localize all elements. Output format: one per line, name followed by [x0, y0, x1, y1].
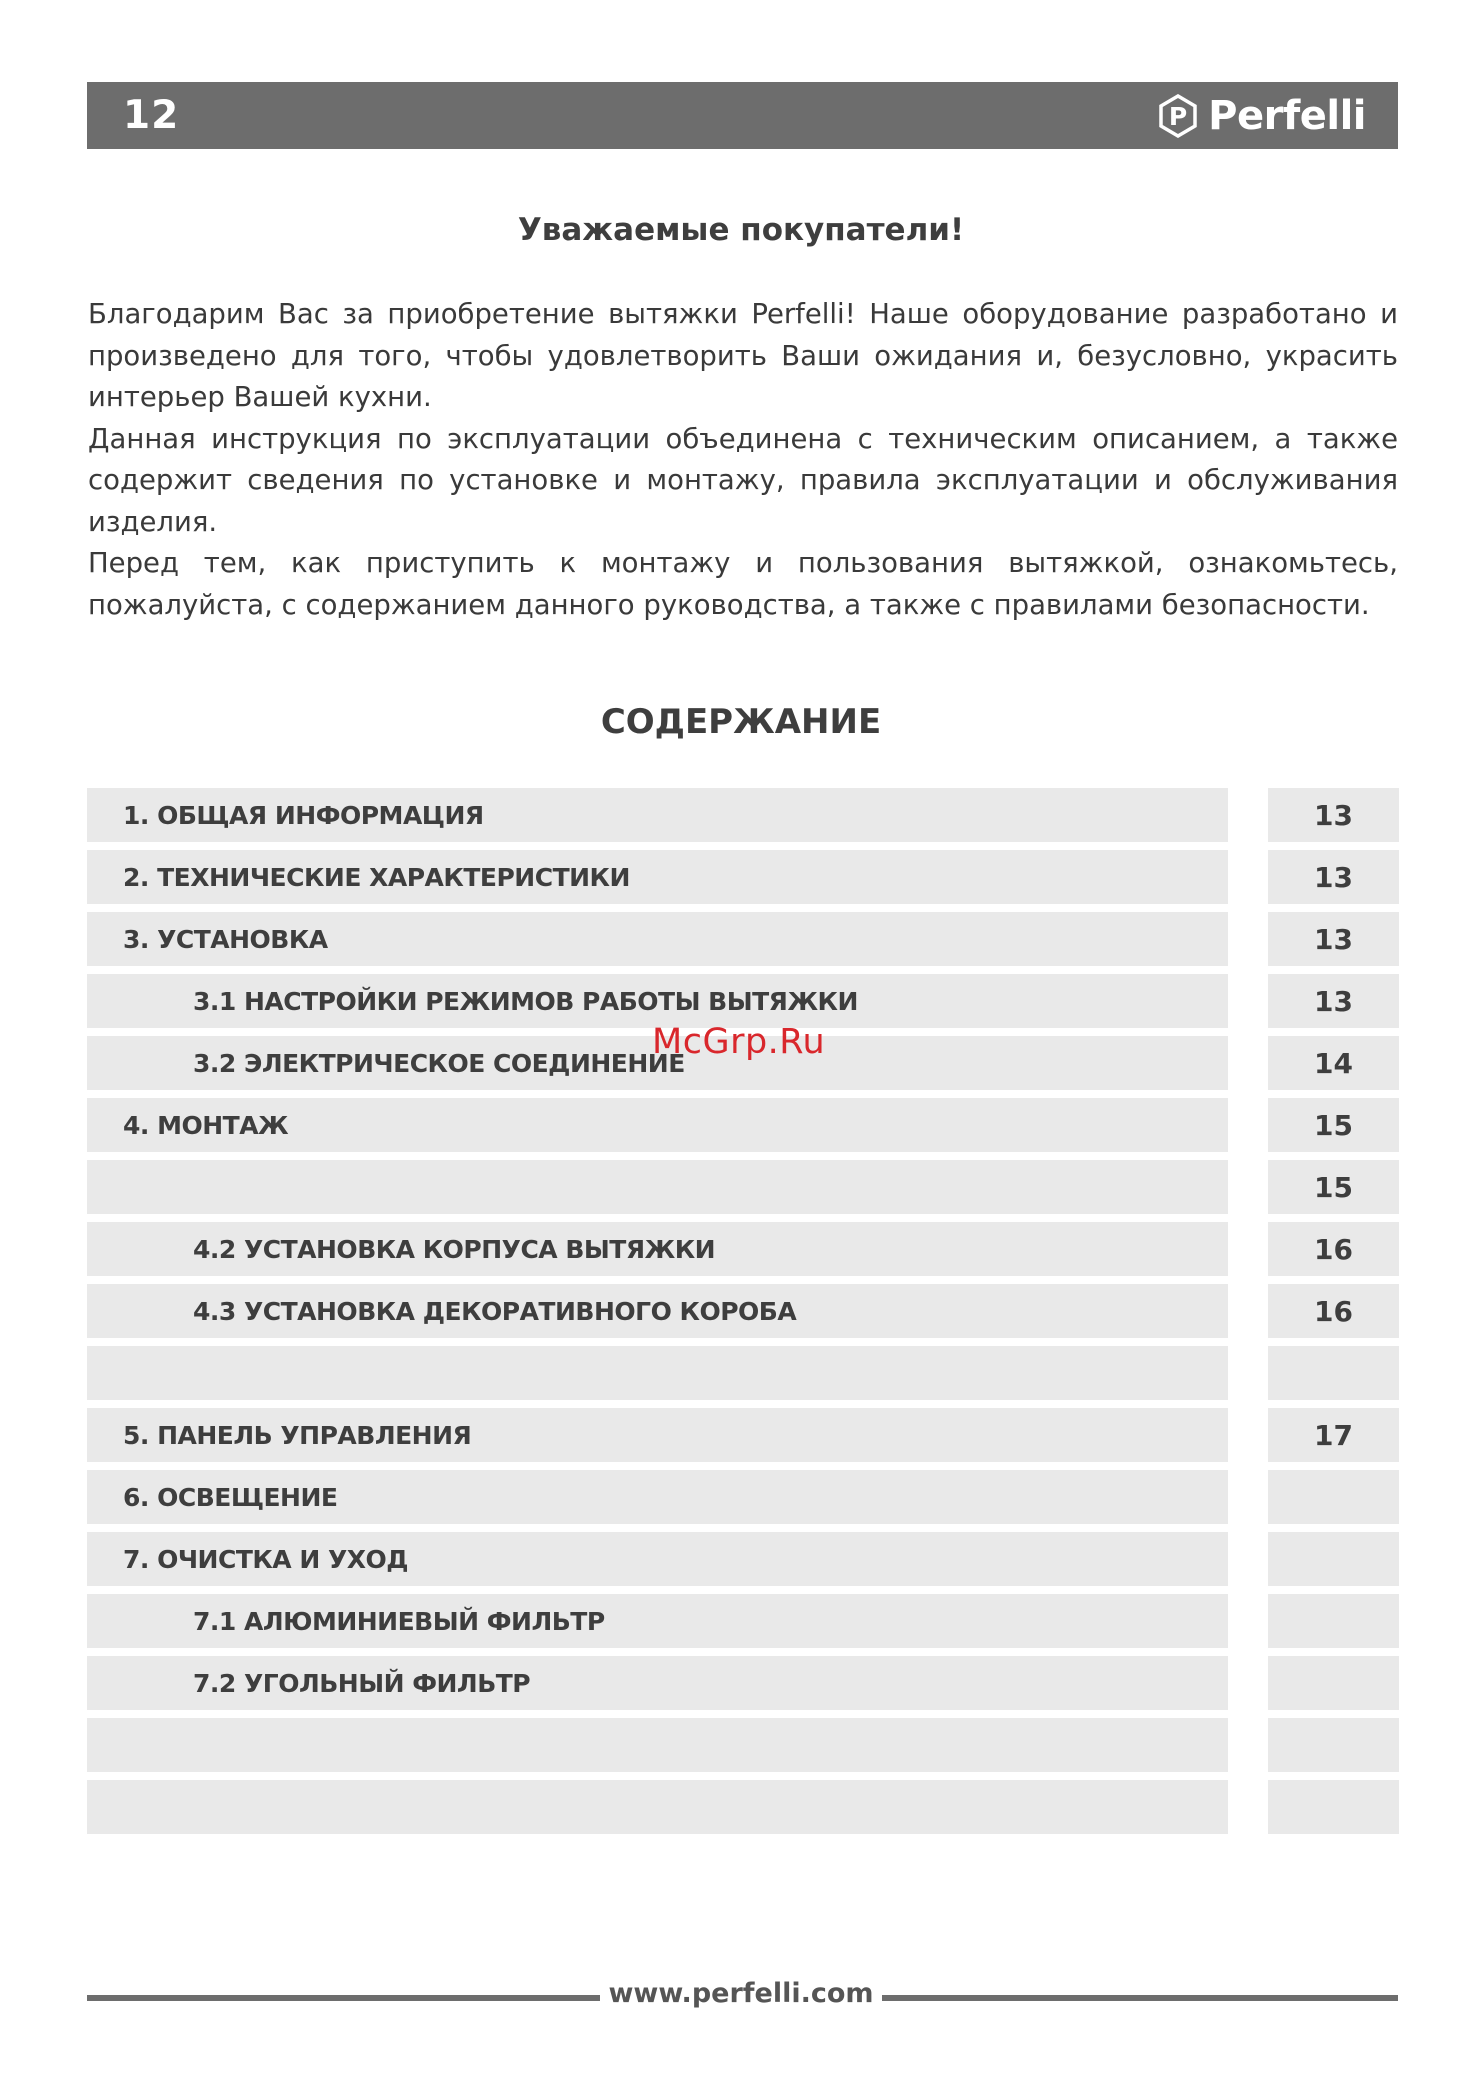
toc-item-label: 2. ТЕХНИЧЕСКИЕ ХАРАКТЕРИСТИКИ [87, 850, 1228, 904]
toc-item-label: 7.1 АЛЮМИНИЕВЫЙ ФИЛЬТР [87, 1594, 1228, 1648]
toc-item-page [1268, 1594, 1399, 1648]
footer-url[interactable]: www.perfelli.com [608, 1978, 874, 2009]
toc-item-label: 4.2 УСТАНОВКА КОРПУСА ВЫТЯЖКИ [87, 1222, 1228, 1276]
toc-item-label: 1. ОБЩАЯ ИНФОРМАЦИЯ [87, 788, 1228, 842]
toc-item-label: 3. УСТАНОВКА [87, 912, 1228, 966]
toc-item-page: 15 [1268, 1160, 1399, 1214]
toc-row [87, 1098, 1399, 1152]
toc-item-page: 14 [1268, 1036, 1399, 1090]
greeting-heading: Уважаемые покупатели! [517, 212, 965, 248]
toc-row [87, 1284, 1399, 1338]
toc-item-page: 16 [1268, 1222, 1399, 1276]
toc-item-label: 5. ПАНЕЛЬ УПРАВЛЕНИЯ [87, 1408, 1228, 1462]
page-number: 12 [123, 93, 180, 138]
watermark: McGrp.Ru [652, 1022, 826, 1062]
toc-row [87, 1470, 1399, 1524]
toc-item-page: 16 [1268, 1284, 1399, 1338]
toc-row [87, 1408, 1399, 1462]
toc-item-label: 7.2 УГОЛЬНЫЙ ФИЛЬТР [87, 1656, 1228, 1710]
toc-item-page: 13 [1268, 850, 1399, 904]
table-of-contents [87, 788, 1399, 1842]
footer-line-left [87, 1995, 600, 2001]
toc-row [87, 1656, 1399, 1710]
toc-item-label [87, 1346, 1228, 1400]
toc-item-page: 13 [1268, 912, 1399, 966]
page-header [87, 82, 1398, 149]
brand-name: Perfelli [1208, 92, 1366, 139]
intro-paragraph-1: Благодарим Вас за приобретение вытяжки Perfelli! Наше оборудование разработано и произведено для того, чтобы удовлетворить Ваши ожидания и, безусловно, украсить интерьер Вашей кухни. [88, 298, 1398, 413]
toc-row [87, 1346, 1399, 1400]
toc-item-label [87, 1160, 1228, 1214]
toc-item-label: 7. ОЧИСТКА И УХОД [87, 1532, 1228, 1586]
toc-item-page [1268, 1346, 1399, 1400]
toc-item-label: 6. ОСВЕЩЕНИЕ [87, 1470, 1228, 1524]
toc-item-page [1268, 1656, 1399, 1710]
toc-item-page [1268, 1718, 1399, 1772]
intro-text [88, 294, 1398, 626]
perfelli-logo-icon [1156, 94, 1200, 138]
toc-item-page: 15 [1268, 1098, 1399, 1152]
toc-row [87, 850, 1399, 904]
intro-paragraph-2: Данная инструкция по эксплуатации объединена с техническим описанием, а также содержит сведения по установке и монтажу, правила эксплуатации и обслуживания изделия. [88, 422, 1398, 538]
toc-item-label: 4.3 УСТАНОВКА ДЕКОРАТИВНОГО КОРОБА [87, 1284, 1228, 1338]
brand [1156, 93, 1366, 139]
footer-line-right [882, 1995, 1398, 2001]
toc-item-page [1268, 1532, 1399, 1586]
toc-row [87, 1594, 1399, 1648]
toc-item-label [87, 1780, 1228, 1834]
toc-item-label: 3.1 НАСТРОЙКИ РЕЖИМОВ РАБОТЫ ВЫТЯЖКИ [87, 974, 1228, 1028]
toc-row [87, 1160, 1399, 1214]
intro-paragraph-3: Перед тем, как приступить к монтажу и пользования вытяжкой, ознакомьтесь, пожалуйста, с содержанием данного руководства, а также с правилами безопасности. [88, 547, 1398, 621]
toc-item-page: 17 [1268, 1408, 1399, 1462]
toc-item-label: 3.2 ЭЛЕКТРИЧЕСКОЕ СОЕДИНЕНИЕ [87, 1036, 1228, 1090]
toc-title: СОДЕРЖАНИЕ [600, 702, 882, 742]
toc-item-page: 13 [1268, 788, 1399, 842]
toc-row [87, 1532, 1399, 1586]
toc-item-page [1268, 1780, 1399, 1834]
toc-item-page: 13 [1268, 974, 1399, 1028]
toc-row [87, 912, 1399, 966]
toc-row [87, 1718, 1399, 1772]
toc-item-label [87, 1718, 1228, 1772]
toc-row [87, 788, 1399, 842]
toc-item-page [1268, 1470, 1399, 1524]
toc-item-label: 4. МОНТАЖ [87, 1098, 1228, 1152]
toc-row [87, 1780, 1399, 1834]
toc-row [87, 1222, 1399, 1276]
toc-row [87, 974, 1399, 1028]
logo-letter: P [1168, 101, 1188, 131]
